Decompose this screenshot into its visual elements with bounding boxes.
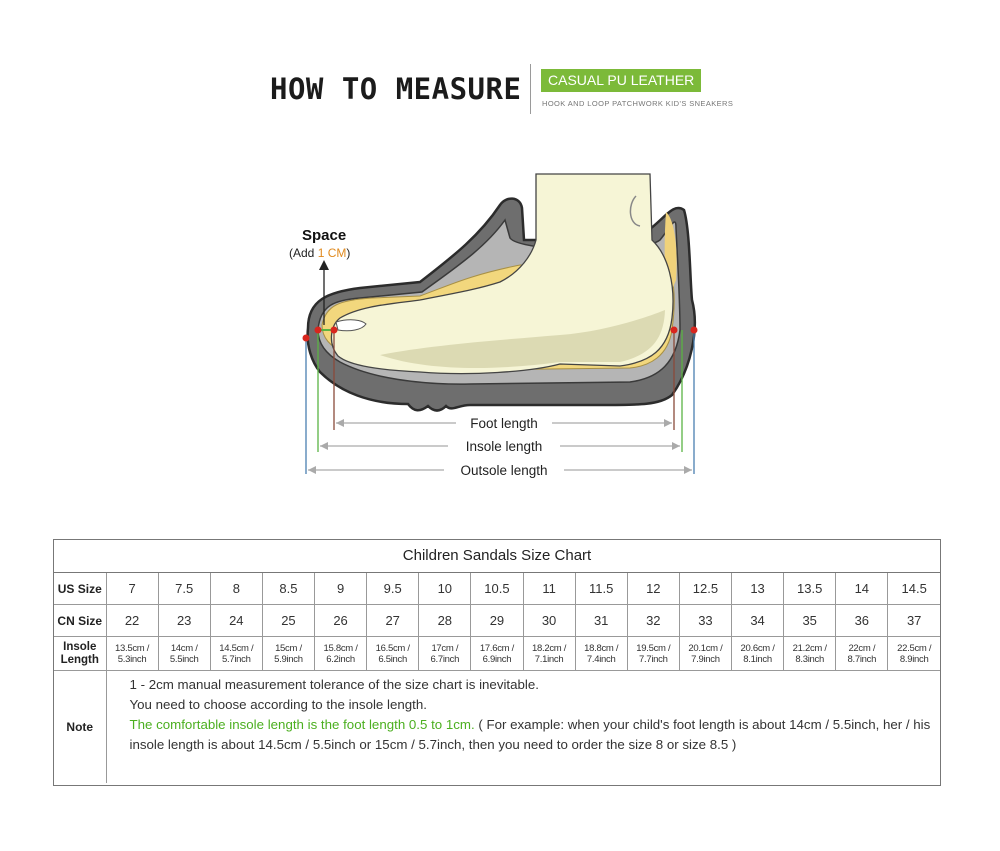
note-line-2: You need to choose according to the insole length.: [129, 697, 427, 712]
insole-length-label: Insole length: [465, 439, 543, 454]
cn-size-cell: 30: [523, 605, 575, 637]
measure-dot: [691, 327, 698, 334]
us-size-cell: 10: [419, 573, 471, 605]
us-size-cell: 14.5: [888, 573, 940, 605]
insole-length-cell: 22.5cm / 8.9inch: [888, 637, 940, 671]
measure-dot: [303, 335, 310, 342]
insole-length-cell: 14.5cm / 5.7inch: [210, 637, 262, 671]
add-space-label: (Add 1 CM): [289, 246, 351, 260]
note-body: [106, 671, 940, 784]
us-size-cell: 8.5: [262, 573, 314, 605]
us-size-cell: 14: [836, 573, 888, 605]
us-size-cell: 13.5: [784, 573, 836, 605]
us-size-cell: 10.5: [471, 573, 523, 605]
insole-length-label: Insole Length: [54, 637, 106, 671]
cn-size-label: CN Size: [54, 605, 106, 637]
cn-size-cell: 23: [158, 605, 210, 637]
us-size-label: US Size: [54, 573, 106, 605]
cn-size-cell: 32: [627, 605, 679, 637]
insole-length-cell: 13.5cm / 5.3inch: [106, 637, 158, 671]
us-size-cell: 7: [106, 573, 158, 605]
note-green-text: The comfortable insole length is the foot length 0.5 to 1cm.: [129, 717, 475, 732]
us-size-row: [54, 573, 940, 605]
note-line-1: 1 - 2cm manual measurement tolerance of the size chart is inevitable.: [129, 677, 539, 692]
note-label: Note: [54, 671, 106, 784]
us-size-cell: 11.5: [575, 573, 627, 605]
page-title: HOW TO MEASURE: [270, 72, 522, 106]
cn-size-cell: 29: [471, 605, 523, 637]
space-label: Space: [302, 227, 347, 244]
measure-dot: [331, 327, 338, 334]
measure-dot: [315, 327, 322, 334]
us-size-cell: 8: [210, 573, 262, 605]
cn-size-cell: 22: [106, 605, 158, 637]
cn-size-cell: 27: [367, 605, 419, 637]
insole-length-cell: 19.5cm / 7.7inch: [627, 637, 679, 671]
cn-size-cell: 26: [315, 605, 367, 637]
insole-length-cell: 16.5cm / 6.5inch: [367, 637, 419, 671]
insole-length-cell: 20.6cm / 8.1inch: [732, 637, 784, 671]
us-size-cell: 12: [627, 573, 679, 605]
foot-length-label: Foot length: [470, 416, 538, 431]
us-size-cell: 11: [523, 573, 575, 605]
note-row: [54, 671, 940, 784]
product-subtitle: HOOK AND LOOP PATCHWORK KID'S SNEAKERS: [542, 99, 734, 108]
header-divider: [530, 64, 531, 114]
cn-size-cell: 28: [419, 605, 471, 637]
cn-size-cell: 31: [575, 605, 627, 637]
us-size-cell: 12.5: [679, 573, 731, 605]
size-chart-title: Children Sandals Size Chart: [54, 540, 940, 573]
insole-length-cell: 17.6cm / 6.9inch: [471, 637, 523, 671]
us-size-cell: 7.5: [158, 573, 210, 605]
insole-length-cell: 21.2cm / 8.3inch: [784, 637, 836, 671]
cn-size-cell: 24: [210, 605, 262, 637]
us-size-cell: 13: [732, 573, 784, 605]
insole-length-cell: 18.2cm / 7.1inch: [523, 637, 575, 671]
insole-length-cell: 14cm / 5.5inch: [158, 637, 210, 671]
cn-size-cell: 36: [836, 605, 888, 637]
insole-length-cell: 18.8cm / 7.4inch: [575, 637, 627, 671]
insole-length-cell: 15cm / 5.9inch: [262, 637, 314, 671]
add-space-value: 1 CM: [317, 246, 347, 260]
cn-size-cell: 33: [679, 605, 731, 637]
cn-size-cell: 37: [888, 605, 940, 637]
size-chart: [53, 539, 941, 786]
product-badge: CASUAL PU LEATHER: [541, 69, 701, 92]
note-line-3: [130, 715, 941, 755]
cn-size-row: [54, 605, 940, 637]
cn-size-cell: 34: [732, 605, 784, 637]
measure-dot: [671, 327, 678, 334]
insole-length-cell: 22cm / 8.7inch: [836, 637, 888, 671]
measure-diagram: [280, 160, 720, 490]
insole-length-cell: 15.8cm / 6.2inch: [315, 637, 367, 671]
insole-length-row: [54, 637, 940, 671]
cn-size-cell: 25: [262, 605, 314, 637]
outsole-length-label: Outsole length: [460, 463, 548, 478]
size-table: [54, 573, 940, 783]
us-size-cell: 9.5: [367, 573, 419, 605]
cn-size-cell: 35: [784, 605, 836, 637]
us-size-cell: 9: [315, 573, 367, 605]
note-example-text: ( For example: when your child's foot length is about 14cm / 5.5inch, her / his insole length is about 14.5cm / 5.5inch or 15cm / 5.7inch, then you need to order the size 8 or size 8.5 ): [129, 717, 931, 752]
insole-length-cell: 17cm / 6.7inch: [419, 637, 471, 671]
insole-length-cell: 20.1cm / 7.9inch: [679, 637, 731, 671]
